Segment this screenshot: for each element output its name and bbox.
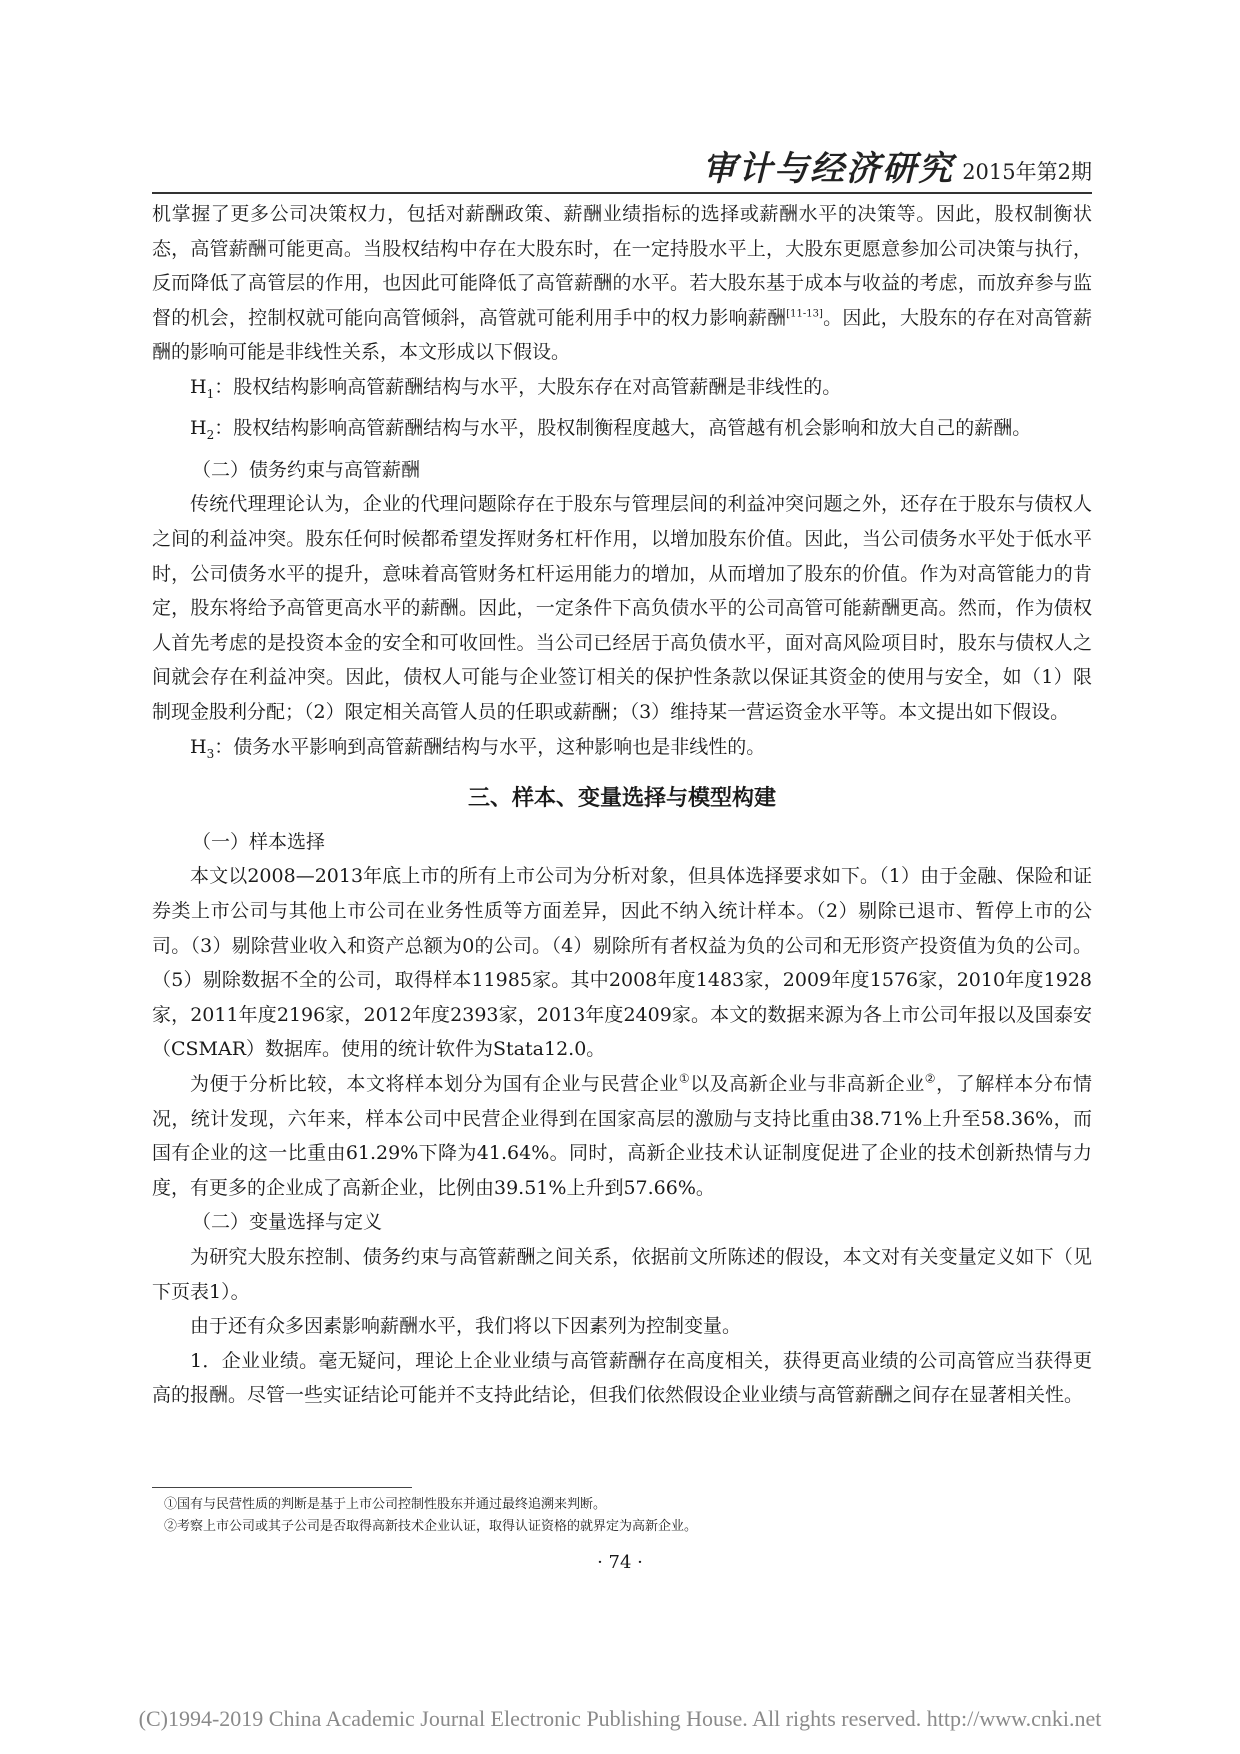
paragraph: 由于还有众多因素影响薪酬水平，我们将以下因素列为控制变量。	[190, 1315, 742, 1338]
paragraph: 1．企业业绩。毫无疑问，理论上企业业绩与高管薪酬存在高度相关，获得更高业绩的公司高管应当获得更高的报酬。尽管一些实证结论可能并不支持此结论，但我们依然假设企业业绩与高管薪酬之间存在显著相关性。	[152, 1349, 1092, 1407]
header-rule	[152, 192, 1092, 194]
journal-logo: 审计与经济研究	[702, 149, 955, 189]
footnote-rule	[152, 1487, 412, 1488]
article-body	[152, 197, 1092, 1413]
paragraph: 为便于分析比较，本文将样本划分为国有企业与民营企业①以及高新企业与非高新企业②，了解样本分布情况，统计发现，六年来，样本公司中民营企业得到在国家高层的激励与支持比重由38.71%上升至58.36%，而国有企业的这一比重由61.29%下降为41.64%。同时，高新企业技术认证制度促进了企业的技术创新热情与力度，有更多的企业成了高新企业，比例由39.51%上升到57.66%。	[152, 1071, 1092, 1199]
hypothesis-h3: $H_3$：债务水平影响到高管薪酬结构与水平，这种影响也是非线性的。	[190, 735, 766, 761]
footnote: ②考察上市公司或其子公司是否取得高新技术企业认证，取得认证资格的就界定为高新企业。	[164, 1519, 698, 1534]
subsection-heading: （一）样本选择	[192, 830, 326, 853]
issue-label: 2015年第2期	[962, 160, 1092, 184]
footnote-marker: ②	[924, 1071, 937, 1086]
paragraph: 为研究大股东控制、债务约束与高管薪酬之间关系，依据前文所陈述的假设，本文对有关变量定义如下（见下页表1）。	[152, 1246, 1092, 1303]
footnotes	[152, 1494, 1092, 1538]
paragraph: 机掌握了更多公司决策权力，包括对薪酬政策、薪酬业绩指标的选择或薪酬水平的决策等。因此，股权制衡状态，高管薪酬可能更高。当股权结构中存在大股东时，在一定持股水平上，大股东更愿意参加公司决策与执行，反而降低了高管层的作用，也因此可能降低了高管薪酬的水平。若大股东基于成本与收益的考虑，而放弃参与监督的机会，控制权就可能向高管倾斜，高管就可能利用手中的权力影响薪酬[11-13]。因此，大股东的存在对高管薪酬的影响可能是非线性关系，本文形成以下假设。	[152, 203, 1092, 364]
section-heading: 三、样本、变量选择与模型构建	[467, 785, 776, 811]
paragraph: 传统代理理论认为，企业的代理问题除存在于股东与管理层间的利益冲突问题之外，还存在于股东与债权人之间的利益冲突。股东任何时候都希望发挥财务杠杆作用，以增加股东价值。因此，当公司债务水平处于低水平时，公司债务水平的提升，意味着高管财务杠杆运用能力的增加，从而增加了股东的价值。作为对高管能力的肯定，股东将给予高管更高水平的薪酬。因此，一定条件下高负债水平的公司高管可能薪酬更高。然而，作为债权人首先考虑的是投资本金的安全和可收回性。当公司已经居于高负债水平，面对高风险项目时，股东与债权人之间就会存在利益冲突。因此，债权人可能与企业签订相关的保护性条款以保证其资金的使用与安全，如（1）限制现金股利分配；（2）限定相关高管人员的任职或薪酬；（3）维持某一营运资金水平等。本文提出如下假设。	[152, 493, 1092, 723]
citation: [11-13]	[786, 308, 823, 320]
page-number: · 74 ·	[597, 1552, 643, 1573]
paragraph: 本文以2008—2013年底上市的所有上市公司为分析对象，但具体选择要求如下。（1）由于金融、保险和证券类上市公司与其他上市公司在业务性质等方面差异，因此不纳入统计样本。（2）剔除已退市、暂停上市的公司。（3）剔除营业收入和资产总额为0的公司。（4）剔除所有者权益为负的公司和无形资产投资值为负的公司。（5）剔除数据不全的公司，取得样本11985家。其中2008年度1483家，2009年度1576家，2010年度1928家，2011年度2196家，2012年度2393家，2013年度2409家。本文的数据来源为各上市公司年报以及国泰安（CSMAR）数据库。使用的统计软件为Stata12.0。	[152, 865, 1092, 1061]
hypothesis-h2: $H_2$：股权结构影响高管薪酬结构与水平，股权制衡程度越大，高管越有机会影响和放大自己的薪酬。	[190, 417, 1032, 443]
hypothesis-h1: $H_1$：股权结构影响高管薪酬结构与水平，大股东存在对高管薪酬是非线性的。	[190, 375, 842, 401]
subsection-heading: （二）变量选择与定义	[192, 1211, 383, 1234]
running-header	[152, 140, 1092, 190]
footnote-marker: ①	[678, 1071, 691, 1086]
copyright-notice: (C)1994-2019 China Academic Journal Electronic Publishing House. All rights reserved. http://www.cnki.net	[138, 1706, 1102, 1731]
footnote: ①国有与民营性质的判断是基于上市公司控制性股东并通过最终追溯来判断。	[164, 1497, 607, 1512]
subsection-heading: （二）债务约束与高管薪酬	[192, 458, 421, 481]
